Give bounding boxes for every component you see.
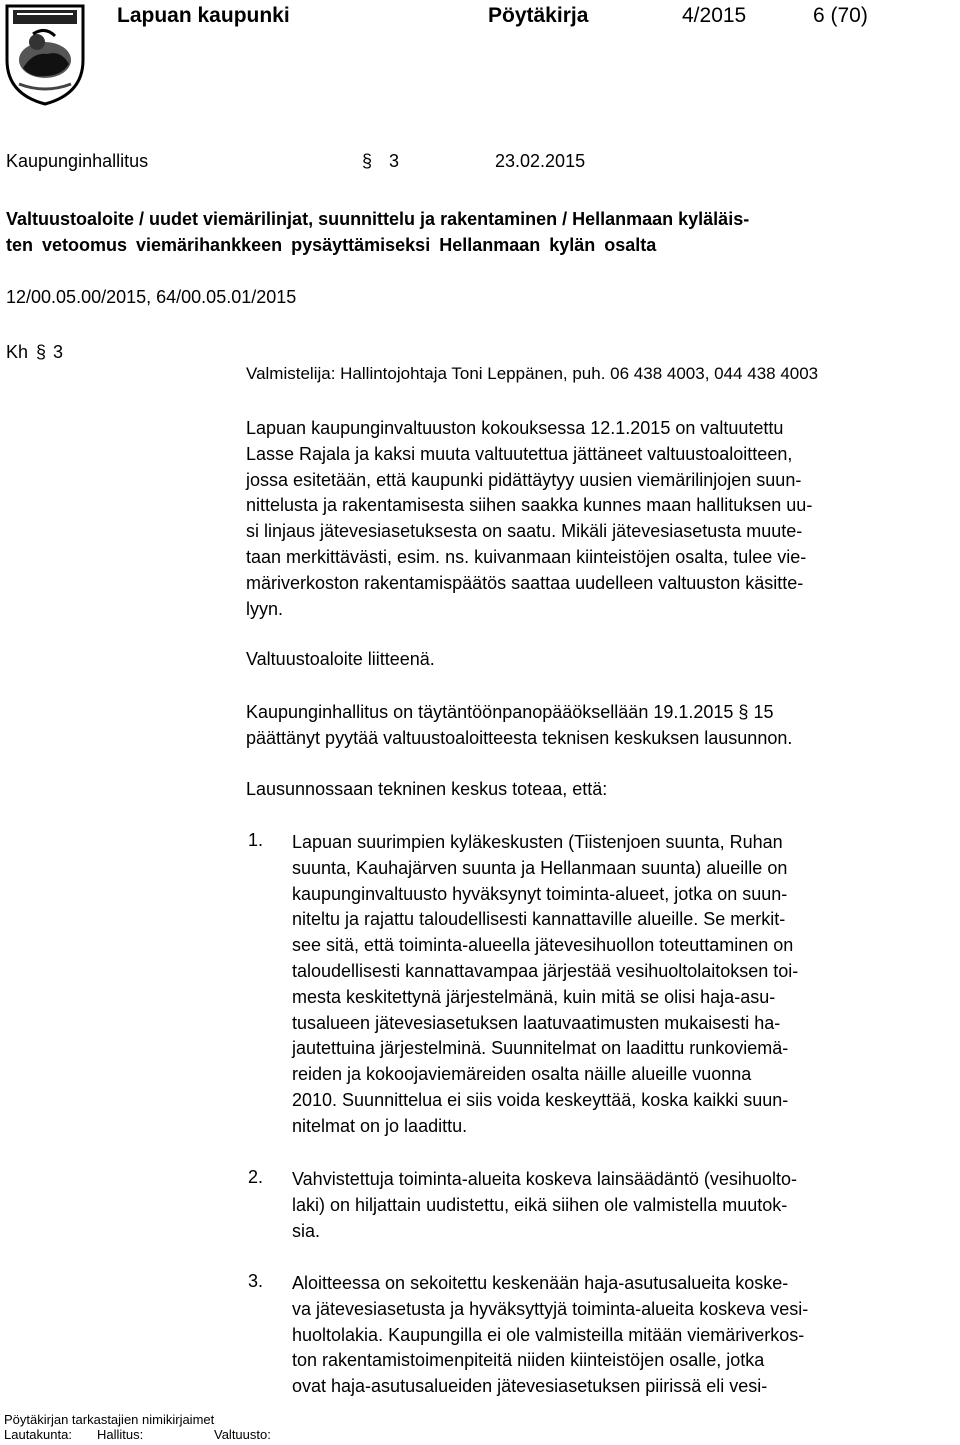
text-line: huoltolakia. Kaupungilla ei ole valmisteilla mitään viemäriverkos- bbox=[292, 1324, 805, 1345]
text-line: Lapuan kaupunginvaltuuston kokouksessa 12.1.2015 on valtuutettu bbox=[246, 418, 784, 438]
text-line: 2010. Suunnittelua ei siis voida keskeyttää, koska kaikki suun- bbox=[292, 1089, 789, 1110]
list-item bbox=[292, 1271, 808, 1400]
text-line: taloudellisesti kannattavampaa järjestää vesihuoltolaitoksen toi- bbox=[292, 960, 799, 981]
header-doc-number: 4/2015 bbox=[682, 4, 747, 27]
decision-text: Kaupunginhallitus on täytäntöönpanopääöksellään 19.1.2015 bbox=[246, 702, 734, 722]
list-item bbox=[292, 830, 798, 1140]
list-item-number: 3. bbox=[248, 1271, 264, 1291]
diary-numbers: 12/00.05.00/2015, 64/00.05.01/2015 bbox=[6, 287, 297, 307]
text-line: sia. bbox=[292, 1220, 321, 1241]
text-line: Aloitteessa on sekoitettu keskenään haja-asutusalueita koske- bbox=[292, 1273, 789, 1293]
header-doc-type: Pöytäkirja bbox=[488, 4, 589, 27]
text-line: niteltu ja rajattu taloudellisesti kannattaville alueille. Se merkit- bbox=[292, 909, 786, 930]
text-line: kaupunginvaltuusto hyväksynyt toiminta-alueet, jotka on suun- bbox=[292, 883, 788, 904]
list-item-number: 1. bbox=[248, 830, 264, 850]
text-line: nittelusta ja rakentamisesta siihen saakka kunnes maan hallituksen uu- bbox=[246, 495, 813, 516]
text-line: va jätevesiasetusta ja hyväksyttyjä toiminta-alueita koskeva vesi- bbox=[292, 1298, 809, 1319]
decision-line: päättänyt pyytää valtuustoaloitteesta teknisen keskuksen lausunnon. bbox=[246, 728, 793, 748]
text-line: Vahvistettuja toiminta-alueita koskeva lainsäädäntö (vesihuolto- bbox=[292, 1169, 797, 1189]
text-line: Lapuan suurimpien kyläkeskusten (Tiistenjoen suunta, Ruhan bbox=[292, 832, 783, 852]
meeting-body: Kaupunginhallitus bbox=[6, 151, 149, 171]
section-mark: § bbox=[362, 151, 373, 171]
paragraph-initiative bbox=[246, 416, 812, 622]
text-line: si linjaus jätevesiasetuksesta on saatu. Mikäli jätevesiasetusta muute- bbox=[246, 521, 803, 542]
preparer-info: Valmistelija: Hallintojohtaja Toni Leppänen, puh. 06 438 4003, 044 438 4003 bbox=[246, 364, 819, 383]
header-org: Lapuan kaupunki bbox=[117, 4, 290, 27]
meeting-date: 23.02.2015 bbox=[495, 151, 586, 171]
text-line: ton rakentamistoimenpiteitä niiden kiinteistöjen osalle, jotka bbox=[292, 1350, 765, 1371]
text-line: märiverkoston rakentamispäätös saattaa uudelleen valtuuston käsitte- bbox=[246, 572, 804, 593]
text-line: nitelmat on jo laadittu. bbox=[292, 1115, 468, 1136]
text-line: see sitä, että toiminta-alueella jätevesihuollon toteuttaminen on bbox=[292, 935, 794, 956]
text-line: taan merkittävästi, esim. ns. kuivanmaan kiinteistöjen osalta, tulee vie- bbox=[246, 546, 807, 567]
text-line: suunta, Kauhajärven suunta ja Hellanmaan suunta) alueille on bbox=[292, 857, 788, 878]
kh-label: Kh bbox=[6, 342, 29, 362]
attachment-note: Valtuustoaloite liitteenä. bbox=[246, 649, 435, 669]
text-line: jossa esitetään, että kaupunki pidättäytyy uusien viemärilinjojen suun- bbox=[246, 469, 802, 490]
item-title-line: Valtuustoaloite / uudet viemärilinjat, suunnittelu ja rakentaminen / Hellanmaan kyläläis- bbox=[6, 209, 750, 229]
statement-intro: Lausunnossaan tekninen keskus toteaa, että: bbox=[246, 779, 608, 799]
footer-lautakunta-label: Lautakunta: bbox=[4, 1427, 72, 1442]
text-line: lyyn. bbox=[246, 598, 284, 619]
meeting-section-number: 3 bbox=[389, 151, 400, 171]
item-title-line: ten vetoomus viemärihankkeen pysäyttämiseksi Hellanmaan kylän osalta bbox=[6, 235, 657, 255]
kh-number: 3 bbox=[53, 342, 64, 362]
footer-valtuusto-label: Valtuusto: bbox=[214, 1427, 271, 1442]
section-mark: § bbox=[36, 342, 47, 362]
decision-section-number: 15 bbox=[753, 702, 774, 722]
list-item bbox=[292, 1167, 797, 1244]
decision-line bbox=[246, 702, 773, 723]
section-mark: § bbox=[738, 702, 749, 722]
text-line: mesta keskitettynä järjestelmänä, kuin mitä se olisi haja-asu- bbox=[292, 986, 776, 1007]
header-page: 6 (70) bbox=[813, 4, 868, 27]
list-item-number: 2. bbox=[248, 1167, 264, 1187]
text-line: Lasse Rajala ja kaksi muuta valtuutettua jättäneet valtuustoaloitteen, bbox=[246, 443, 793, 464]
text-line: laki) on hiljattain uudistettu, eikä siihen ole valmistella muutok- bbox=[292, 1194, 788, 1215]
footer-hallitus-label: Hallitus: bbox=[97, 1427, 144, 1442]
text-line: jautettuina järjestelminä. Suunnitelmat on laadittu runkoviemä- bbox=[292, 1038, 789, 1059]
footer-initials-label: Pöytäkirjan tarkastajien nimikirjaimet bbox=[4, 1412, 215, 1427]
text-line: ovat haja-asutusalueiden jätevesiasetuksen piirissä eli vesi- bbox=[292, 1376, 768, 1397]
text-line: tusalueen jätevesiasetuksen laatuvaatimusten mukaisesti ha- bbox=[292, 1012, 781, 1033]
coat-of-arms-logo bbox=[3, 2, 87, 106]
text-line: reiden ja kokoojaviemäreiden osalta näille alueille vuonna bbox=[292, 1064, 752, 1085]
